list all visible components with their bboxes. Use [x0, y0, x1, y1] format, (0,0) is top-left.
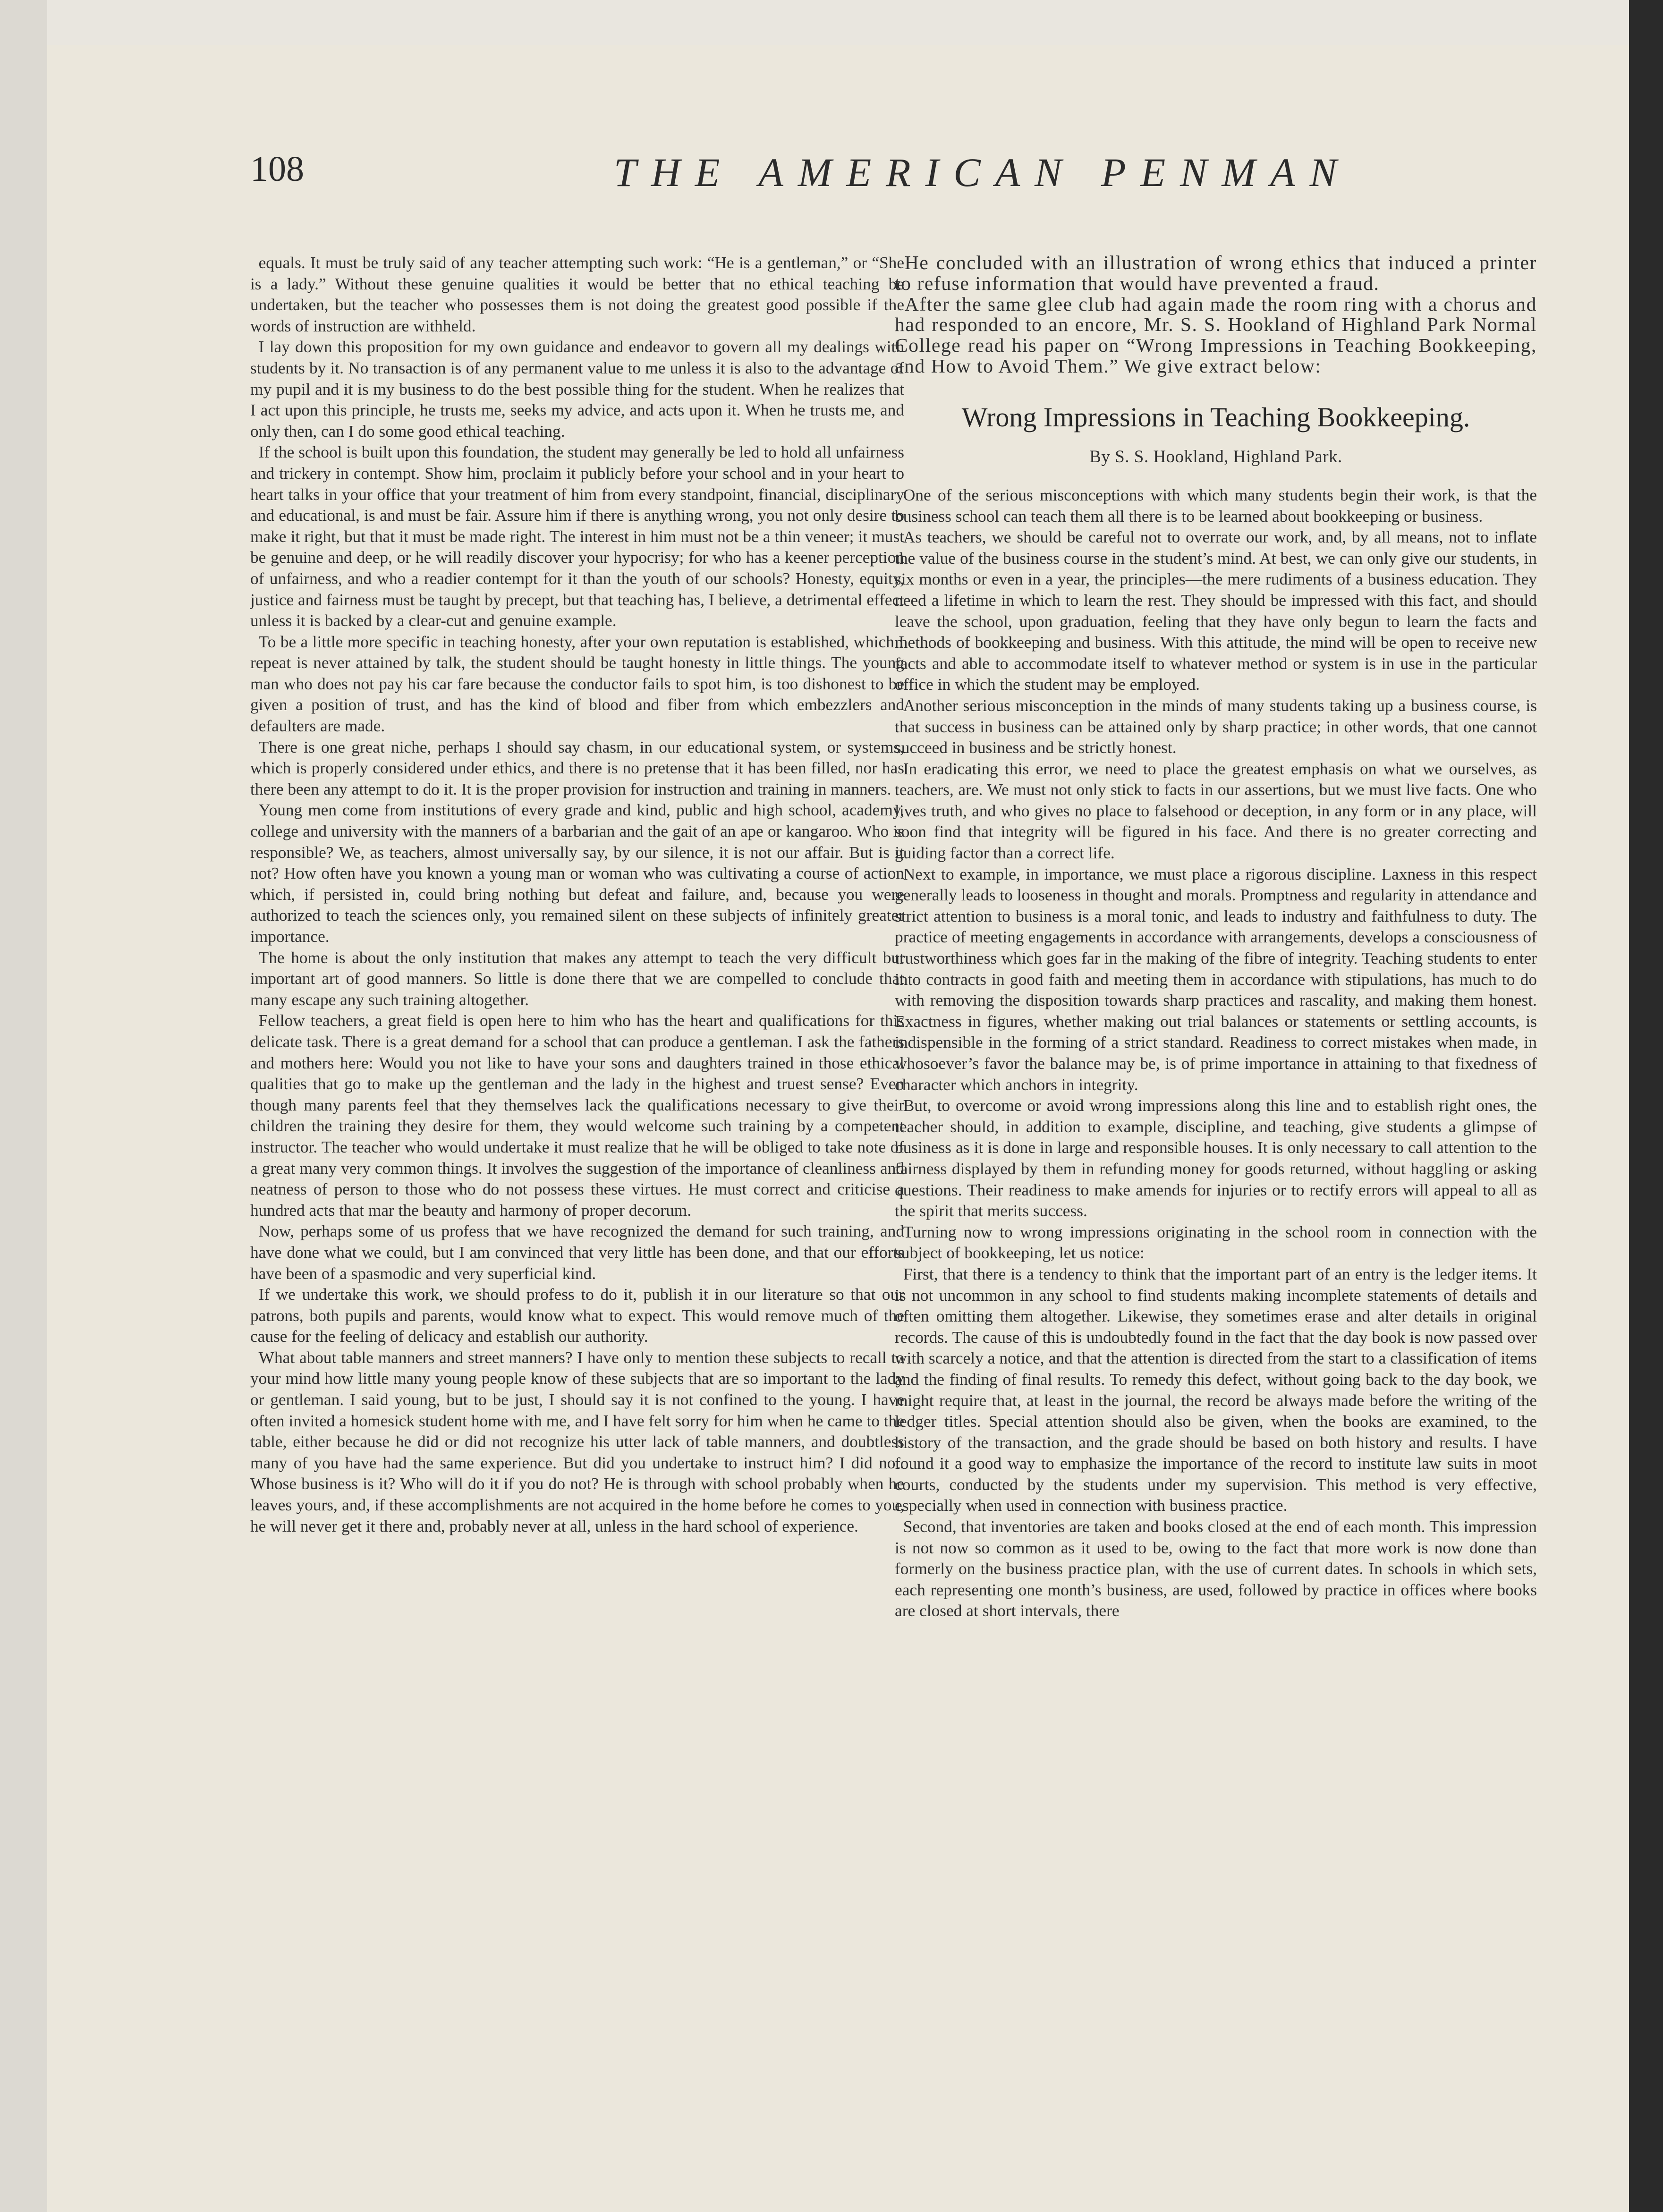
left-paragraph: What about table manners and street manners? I have only to mention these subjects to recall to your mind how little many young people know of these subjects that are so important to the lady or gentleman. I said young, but to be just, I should say it is not confined to the young. I have often invited a homesick student home with me, and I have felt sorry for him when he came to the table, either because he did or did not recognize his utter lack of table manners, and doubtless many of you have had the same experience. But did you undertake to instruct him? I did not. Whose business is it? Who will do it if you do not? He is through with school probably when he leaves yours, and, if these accomplishments are not acquired in the home before he comes to you, he will never get it there and, probably never at all, unless in the hard school of experience.	[250, 1348, 904, 1535]
page-number: 108	[250, 149, 304, 189]
article-paragraph: Another serious misconception in the minds of many students taking up a business course, is that success in business can be attained only by sharp practice; in other words, that one cannot succeed in business and be strictly honest.	[895, 695, 1537, 757]
left-paragraph: Young men come from institutions of every grade and kind, public and high school, academy, college and university with the manners of a barbarian and the gait of an ape or kangaroo. Who is responsible? We, as teachers, almost universally say, by our silence, it is not our affair. But is it not? How often have you known a young man or woman who was cultivating a course of action which, if persisted in, could bring nothing but defeat and failure, and, because you were authorized to teach the sciences only, you remained silent on these subjects of infinitely greater importance.	[250, 801, 904, 946]
intro-paragraph: He concluded with an illustration of wrong ethics that induced a printer to refuse information that would have prevented a fraud.	[895, 252, 1537, 294]
left-paragraph: To be a little more specific in teaching honesty, after your own reputation is established, which I repeat is never attained by talk, the student should be taught honesty in little things. The young man who does not pay his car fare because the conductor fails to spot him, is too dishonest to be given a position of trust, and has the kind of blood and fiber from which embezzlers and defaulters are made.	[250, 632, 904, 736]
article-paragraph: Turning now to wrong impressions originating in the school room in connection with the subject of bookkeeping, let us notice:	[895, 1222, 1537, 1263]
left-paragraph: If we undertake this work, we should profess to do it, publish it in our literature so that our patrons, both pupils and parents, would know what to expect. This would remove much of the cause for the feeling of delicacy and establish our authority.	[250, 1285, 904, 1346]
article-paragraph: As teachers, we should be careful not to overrate our work, and, by all means, not to inflate the value of the business course in the student’s mind. At best, we can only give our students, in six months or even in a year, the principles—the mere rudiments of a business education. They need a lifetime in which to learn the rest. They should be impressed with this fact, and should leave the school, upon graduation, feeling that they have only begun to learn the facts and methods of bookkeeping and business. With this attitude, the mind will be open to receive new facts and able to accommodate itself to whatever method or system is in use in the particular office in which the student may be employed.	[895, 527, 1537, 694]
article-paragraph: One of the serious misconceptions with which many students begin their work, is that the business school can teach them all there is to be learned about bookkeeping or business.	[895, 485, 1537, 525]
left-paragraph: If the school is built upon this foundation, the student may generally be led to hold all unfairness and trickery in contempt. Show him, proclaim it publicly before your school and in your heart to heart talks in your office that your treatment of him from every standpoint, financial, disciplinary and educational, is and must be fair. Assure him if there is anything wrong, you not only desire to make it right, but that it must be made right. The interest in him must not be a thin veneer; it must be genuine and deep, or he will readily discover your hypocrisy; for who has a keener perception of unfairness, and who a readier contempt for it than the youth of our schools? Honesty, equity, justice and fairness must be taught by precept, but that teaching has, I believe, a detrimental effect unless it is backed by a clear-cut and genuine example.	[250, 443, 904, 630]
article-paragraph: Second, that inventories are taken and books closed at the end of each month. This impression is not now so common as it used to be, owing to the fact that more work is now done than formerly on the business practice plan, with the use of current dates. In schools in which sets, each representing one month’s business, are used, followed by practice in offices where books are closed at short intervals, there	[895, 1517, 1537, 1620]
left-paragraph: There is one great niche, perhaps I should say chasm, in our educational system, or systems, which is properly considered under ethics, and there is no pretense that it has been filled, nor has there been any attempt to do it. It is the proper provision for instruction and training in manners.	[250, 737, 904, 798]
left-paragraph: Fellow teachers, a great field is open here to him who has the heart and qualifications for this delicate task. There is a great demand for a school that can produce a gentleman. I ask the fathers and mothers here: Would you not like to have your sons and daughters trained in those ethical qualities that go to make up the gentleman and the lady in the highest and truest sense? Even though many parents feel that they themselves lack the qualifications necessary to give their children the training they desire for them, they would welcome such training by a competent instructor. The teacher who would undertake it must realize that he will be obliged to take note of a great many very common things. It involves the suggestion of the importance of cleanliness and neatness of person to those who do not possess these virtues. He must correct and criticise a hundred acts that mar the beauty and harmony of proper decorum.	[250, 1011, 904, 1220]
article-paragraph: But, to overcome or avoid wrong impressions along this line and to establish right ones, the teacher should, in addition to example, discipline, and teaching, give students a glimpse of business as it is done in large and responsible houses. It is only necessary to call attention to the fairness displayed by them in refunding money for goods returned, without haggling or asking questions. Their readiness to make amends for injuries or to rectify errors will appeal to all as the spirit that merits success.	[895, 1096, 1537, 1220]
page-header	[47, 149, 1629, 229]
left-paragraph: Now, perhaps some of us profess that we have recognized the demand for such training, and have done what we could, but I am convinced that very little has been done, and that our efforts have been of a spasmodic and very superficial kind.	[250, 1222, 904, 1283]
article-paragraph: First, that there is a tendency to think that the important part of an entry is the ledger items. It is not uncommon in any school to find students making incomplete statements of details and often omitting them altogether. Likewise, they sometimes erase and alter details in original records. The cause of this is undoubtedly found in the fact that the day book is now passed over with scarcely a notice, and that the attention is directed from the start to a classification of items and the finding of final results. To remedy this defect, without going back to the day book, we might require that, at least in the journal, the record be always made before the writing of the ledger titles. Special attention should also be given, when the books are examined, to the history of the transaction, and the grade should be based on both history and results. I have found it a good way to emphasize the importance of the record to institute law suits in moot courts, conducted by the students under my supervision. This method is very effective, especially when used in connection with business practice.	[895, 1264, 1537, 1515]
intro-paragraph: After the same glee club had again made the room ring with a chorus and had responded to an encore, Mr. S. S. Hookland of Highland Park Normal College read his paper on “Wrong Impressions in Teaching Bookkeeping, and How to Avoid Them.” We give extract below:	[895, 293, 1537, 377]
scan-edge-right	[1629, 0, 1663, 2212]
left-paragraph: I lay down this proposition for my own guidance and endeavor to govern all my dealings with students by it. No transaction is of any permanent value to me unless it is also to the advantage of my pupil and it is my business to do the best possible thing for the student. When he realizes that I act upon this principle, he trusts me, seeks my advice, and acts upon it. When he trusts me, and only then, can I do some good ethical teaching.	[250, 338, 904, 441]
article-title: Wrong Impressions in Teaching Bookkeeping.	[961, 401, 1470, 432]
intro-block	[895, 253, 1537, 377]
article-byline: By S. S. Hookland, Highland Park.	[1089, 447, 1342, 467]
journal-title: THE AMERICAN PENMAN	[614, 150, 1352, 195]
left-paragraph: The home is about the only institution that makes any attempt to teach the very difficult but important art of good manners. So little is done there that we are compelled to conclude that many escape any such training altogether.	[250, 948, 904, 1009]
right-column	[895, 253, 1537, 1621]
article-paragraph: Next to example, in importance, we must place a rigorous discipline. Laxness in this respect generally leads to looseness in thought and morals. Promptness and regularity in attendance and strict attention to business is a moral tonic, and leads to industry and faithfulness to duty. The practice of meeting engagements in accordance with arrangements, develops a consciousness of trustworthiness which goes far in the making of the fibre of integrity. Teaching students to enter into contracts in good faith and meeting them in accordance with stipulations, has much to do with removing the disposition towards sharp practices and rascality, and making them honest. Exactness in figures, whether making out trial balances or statements or settling accounts, is indispensible in the forming of a strict standard. Readiness to correct mistakes when made, in whosoever’s favor the balance may be, is of prime importance in attaining to that fixedness of character which anchors in integrity.	[895, 864, 1537, 1094]
left-paragraph: equals. It must be truly said of any teacher attempting such work: “He is a gentleman,” or “She is a lady.” Without these genuine qualities it would be better that no ethical teaching be undertaken, but the teacher who possesses them is not doing the greatest good possible if the words of instruction are withheld.	[250, 254, 904, 335]
magazine-page	[47, 45, 1629, 2212]
article-paragraph: In eradicating this error, we need to place the greatest emphasis on what we ourselves, as teachers, are. We must not only stick to facts in our assertions, but we must live facts. One who lives truth, and who gives no place to falsehood or deception, in any form or in any place, will soon find that integrity will be figured in his face. And there is no greater correcting and guiding factor than a correct life.	[895, 759, 1537, 863]
scan-edge-left	[0, 0, 47, 2212]
left-column	[250, 253, 904, 1537]
